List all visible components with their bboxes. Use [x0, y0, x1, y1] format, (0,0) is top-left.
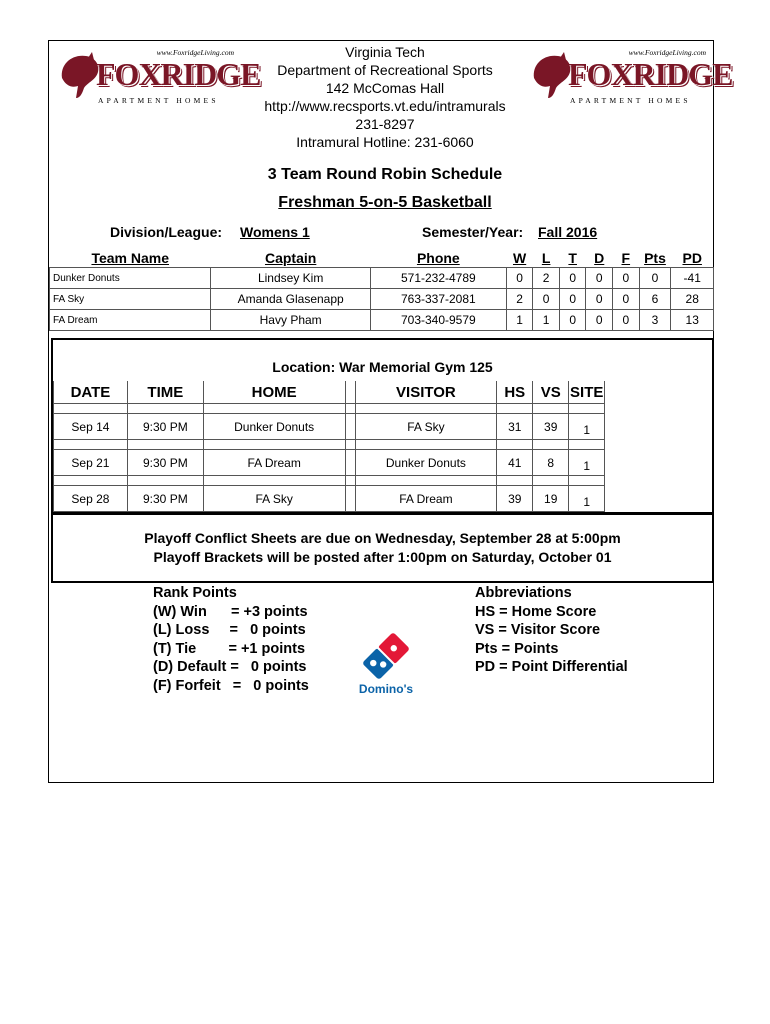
forfeits: 0 — [613, 289, 640, 310]
header-line-3: 142 McComas Hall — [325, 80, 445, 96]
forfeits: 0 — [613, 268, 640, 289]
phone: 763-337-2081 — [370, 289, 506, 310]
ties: 0 — [559, 310, 586, 331]
site: 1 — [569, 414, 605, 440]
table-row — [50, 310, 714, 331]
schedule-section — [51, 338, 714, 514]
col-blank — [605, 381, 712, 404]
col-l: L — [533, 249, 560, 268]
playoff-notes — [51, 513, 714, 583]
table-row — [54, 414, 712, 440]
game-time: 9:30 PM — [127, 450, 203, 476]
point-differential: 28 — [671, 289, 714, 310]
logo-url: www.FoxridgeLiving.com — [628, 48, 706, 57]
col-site: SITE — [569, 381, 605, 404]
captain: Amanda Glasenapp — [211, 289, 370, 310]
abbreviations: Abbreviations HS = Home Score VS = Visitor Score Pts = Points PD = Point Differential — [475, 585, 628, 675]
col-home: HOME — [203, 381, 345, 404]
spacer-row — [54, 404, 712, 414]
home-team: Dunker Donuts — [203, 414, 345, 440]
defaults: 0 — [586, 310, 613, 331]
page-title: 3 Team Round Robin Schedule — [267, 166, 503, 183]
header-line-2: Department of Recreational Sports — [277, 62, 493, 78]
point-differential: 13 — [671, 310, 714, 331]
semester-label: Semester/Year: — [422, 224, 524, 240]
home-team: FA Dream — [203, 450, 345, 476]
page-subtitle: Freshman 5-on-5 Basketball — [278, 194, 492, 211]
points: 0 — [639, 268, 671, 289]
col-time: TIME — [127, 381, 203, 404]
col-vs: VS — [533, 381, 569, 404]
col-phone: Phone — [370, 249, 506, 268]
home-score: 39 — [497, 486, 533, 512]
logo-url: www.FoxridgeLiving.com — [156, 48, 234, 57]
location-label: Location: War Memorial Gym 125 — [272, 359, 493, 375]
dominos-wordmark: Domino's — [358, 682, 414, 696]
ties: 0 — [559, 268, 586, 289]
standings-header-row — [50, 249, 714, 268]
logo-word: FOXRIDGE — [96, 56, 261, 92]
point-differential: -41 — [671, 268, 714, 289]
col-spacer — [345, 381, 355, 404]
points: 3 — [639, 310, 671, 331]
wins: 1 — [506, 310, 533, 331]
header-line-5: 231-8297 — [355, 116, 415, 132]
losses: 1 — [533, 310, 560, 331]
defaults: 0 — [586, 289, 613, 310]
division-value: Womens 1 — [240, 224, 310, 240]
visitor-team: FA Dream — [355, 486, 497, 512]
table-row — [54, 450, 712, 476]
division-label: Division/League: — [110, 224, 223, 240]
visitor-team: FA Sky — [355, 414, 497, 440]
site: 1 — [569, 486, 605, 512]
game-date: Sep 28 — [54, 486, 128, 512]
dominos-logo — [345, 632, 427, 698]
game-time: 9:30 PM — [127, 414, 203, 440]
col-pts: Pts — [639, 249, 671, 268]
note-line-2: Playoff Brackets will be posted after 1:00pm on Saturday, October 01 — [153, 549, 612, 565]
game-time: 9:30 PM — [127, 486, 203, 512]
col-hs: HS — [497, 381, 533, 404]
logo-word: FOXRIDGE — [568, 56, 733, 92]
visitor-score: 19 — [533, 486, 569, 512]
col-f: F — [613, 249, 640, 268]
table-row — [50, 268, 714, 289]
schedule-header-row — [54, 381, 712, 404]
losses: 0 — [533, 289, 560, 310]
col-captain: Captain — [211, 249, 370, 268]
domino-icon — [345, 632, 427, 682]
team-name: Dunker Donuts — [50, 268, 211, 289]
captain: Lindsey Kim — [211, 268, 370, 289]
wins: 2 — [506, 289, 533, 310]
spacer-row — [54, 476, 712, 486]
visitor-score: 8 — [533, 450, 569, 476]
ties: 0 — [559, 289, 586, 310]
col-team-name: Team Name — [50, 249, 211, 268]
col-w: W — [506, 249, 533, 268]
col-date: DATE — [54, 381, 128, 404]
note-line-1: Playoff Conflict Sheets are due on Wednesday, September 28 at 5:00pm — [144, 530, 621, 546]
standings-table — [49, 249, 714, 331]
phone: 703-340-9579 — [370, 310, 506, 331]
wins: 0 — [506, 268, 533, 289]
header-line-4: http://www.recsports.vt.edu/intramurals — [264, 98, 506, 114]
home-team: FA Sky — [203, 486, 345, 512]
losses: 2 — [533, 268, 560, 289]
table-row — [50, 289, 714, 310]
points: 6 — [639, 289, 671, 310]
home-score: 41 — [497, 450, 533, 476]
col-d: D — [586, 249, 613, 268]
logo-sub: APARTMENT HOMES — [98, 96, 219, 105]
defaults: 0 — [586, 268, 613, 289]
col-pd: PD — [671, 249, 714, 268]
game-date: Sep 21 — [54, 450, 128, 476]
game-date: Sep 14 — [54, 414, 128, 440]
team-name: FA Dream — [50, 310, 211, 331]
phone: 571-232-4789 — [370, 268, 506, 289]
spacer-row — [54, 440, 712, 450]
semester-value: Fall 2016 — [538, 224, 598, 240]
home-score: 31 — [497, 414, 533, 440]
table-row — [54, 486, 712, 512]
header-line-6: Intramural Hotline: 231-6060 — [296, 134, 474, 150]
team-name: FA Sky — [50, 289, 211, 310]
header-line-1: Virginia Tech — [345, 44, 425, 60]
forfeits: 0 — [613, 310, 640, 331]
schedule-table — [53, 381, 712, 512]
site: 1 — [569, 450, 605, 476]
captain: Havy Pham — [211, 310, 370, 331]
visitor-score: 39 — [533, 414, 569, 440]
col-t: T — [559, 249, 586, 268]
rank-points: Rank Points (W) Win = +3 points (L) Loss = 0 points (T) Tie = +1 points (D) Default = 0 points (F) Forfeit = 0 points — [153, 585, 309, 694]
visitor-team: Dunker Donuts — [355, 450, 497, 476]
logo-sub: APARTMENT HOMES — [570, 96, 691, 105]
col-visitor: VISITOR — [355, 381, 497, 404]
